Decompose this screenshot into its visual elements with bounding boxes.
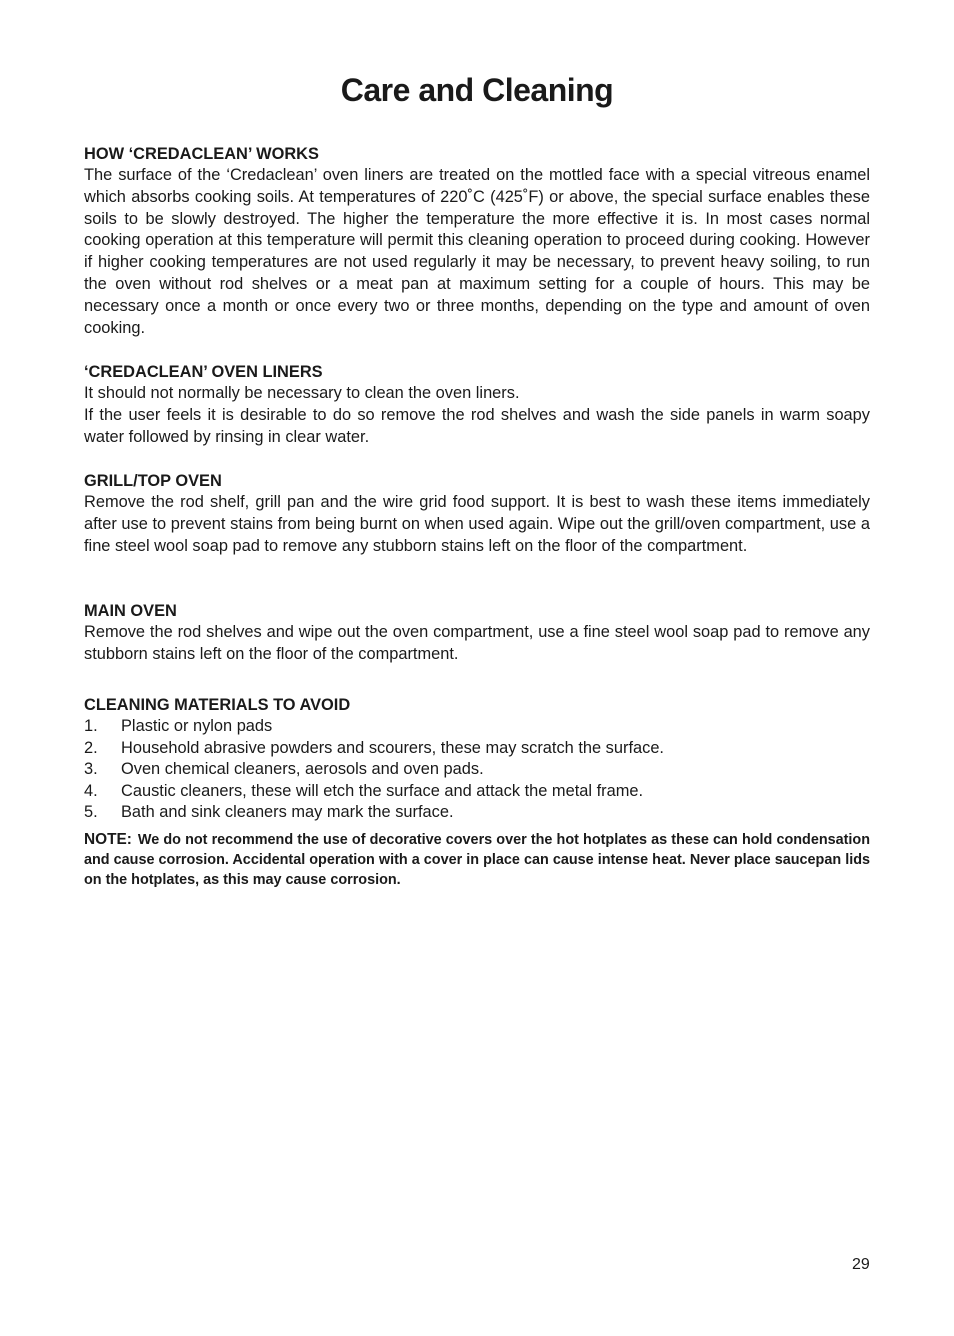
list-item-text: Oven chemical cleaners, aerosols and oven pads. <box>121 760 484 779</box>
list-item <box>84 716 870 738</box>
list-item-number: 2. <box>84 738 98 757</box>
list-item-number: 4. <box>84 781 98 800</box>
avoid-list <box>84 716 870 824</box>
note-block <box>84 830 870 890</box>
list-item <box>84 738 870 760</box>
section-heading: ‘CREDACLEAN’ OVEN LINERS <box>84 363 323 381</box>
note-label: NOTE: <box>84 831 132 848</box>
section-main-oven <box>84 600 870 666</box>
section-materials-to-avoid <box>84 694 870 824</box>
section-oven-liners <box>84 361 870 448</box>
list-item <box>84 802 870 824</box>
section-how-credaclean-works <box>84 143 870 339</box>
list-item <box>84 781 870 803</box>
section-heading: GRILL/TOP OVEN <box>84 472 222 490</box>
section-grill-top-oven <box>84 470 870 557</box>
list-item-number: 3. <box>84 760 98 779</box>
section-heading: HOW ‘CREDACLEAN’ WORKS <box>84 145 319 163</box>
list-item <box>84 759 870 781</box>
section-body-line: If the user feels it is desirable to do so remove the rod shelves and wash the side panels in warm soapy water followed by rinsing in clear water. <box>84 405 870 446</box>
section-body-line: It should not normally be necessary to clean the oven liners. <box>84 384 520 402</box>
list-item-number: 1. <box>84 717 98 735</box>
list-item-number: 5. <box>84 803 98 822</box>
list-item-text: Caustic cleaners, these will etch the surface and attack the metal frame. <box>121 781 644 800</box>
section-body: Remove the rod shelves and wipe out the oven compartment, use a fine steel wool soap pad to remove any stubborn stains left on the floor of the compartment. <box>84 623 870 663</box>
list-item-text: Bath and sink cleaners may mark the surface. <box>121 803 454 822</box>
section-body: The surface of the ‘Credaclean’ oven liners are treated on the mottled face with a special vitreous enamel which absorbs cooking soils. At temperatures of 220˚C (425˚F) or above, the special surface enables these soils to be slowly destroyed. The higher the temperature the more effective it is. In most cases normal cooking operation at this temperature will permit this cleaning operation to proceed during cooking. However if higher cooking temperatures are not used regularly it may be necessary, to prevent heavy soiling, to run the oven without rod shelves or a meat pan at maximum setting for a couple of hours. This may be necessary once a month or once every two or three months, depending on the type and amount of oven cooking. <box>84 166 870 337</box>
page-title: Care and Cleaning <box>340 72 614 108</box>
list-item-text: Plastic or nylon pads <box>121 717 273 735</box>
section-heading: MAIN OVEN <box>84 602 177 620</box>
page-number: 29 <box>852 1256 870 1273</box>
section-heading: CLEANING MATERIALS TO AVOID <box>84 696 351 714</box>
note-text <box>84 830 870 890</box>
list-item-text: Household abrasive powders and scourers, these may scratch the surface. <box>121 738 664 757</box>
section-body: Remove the rod shelf, grill pan and the wire grid food support. It is best to wash these items immediately after use to prevent stains from being burnt on when used again. Wipe out the grill/oven compartment, use a fine steel wool soap pad to remove any stubborn stains left on the floor of the compartment. <box>84 493 870 555</box>
note-body: We do not recommend the use of decorative covers over the hot hotplates as these can hold condensation and cause corrosion. Accidental operation with a cover in place can cause intense heat. Never place saucepan lids on the hotplates, as this may cause corrosion. <box>84 832 870 888</box>
